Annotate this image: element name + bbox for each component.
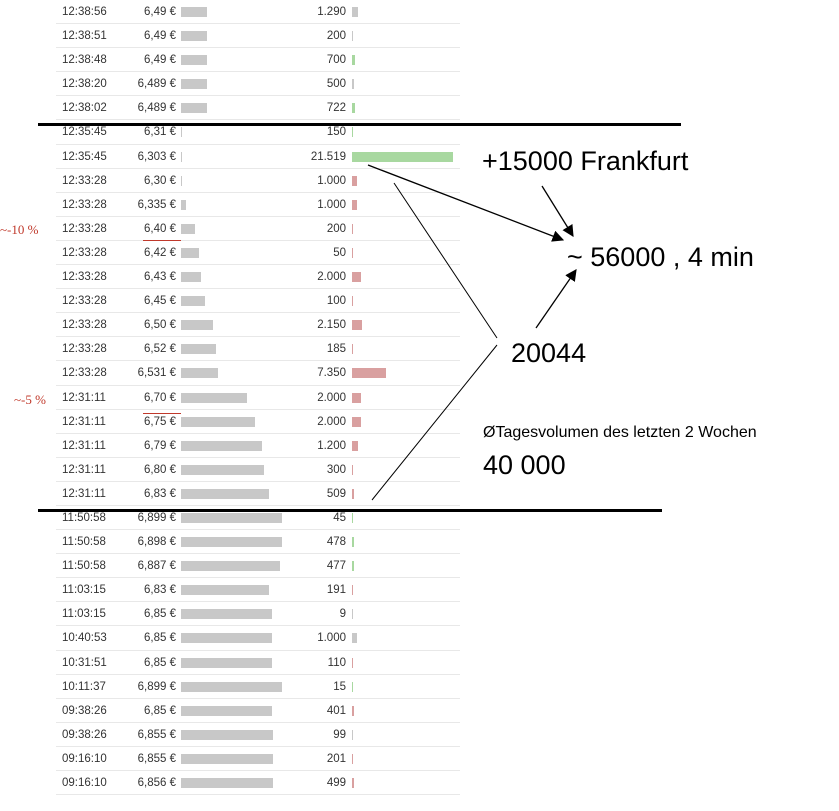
trade-time: 09:16:10 [62,752,107,765]
trade-time: 12:38:02 [62,102,107,115]
trade-time: 11:50:58 [62,511,106,524]
trade-volume: 722 [326,102,346,115]
drop-5-label: ~-5 % [14,392,46,407]
drop-10-label: ~-10 % [0,222,39,237]
trade-price: 6,40 € [144,222,176,235]
trade-volume: 110 [327,656,346,669]
trade-volume: 300 [326,463,346,476]
trade-price: 6,83 € [144,584,176,597]
trade-time: 12:33:28 [62,222,107,235]
trade-volume: 100 [326,295,346,308]
trade-time: 12:31:11 [62,439,106,452]
trade-price: 6,489 € [137,102,176,115]
trade-price: 6,49 € [144,54,176,67]
trade-price: 6,489 € [137,78,176,91]
trade-price: 6,303 € [137,150,176,163]
trade-time: 12:38:48 [62,54,107,67]
trade-price: 6,335 € [137,198,176,211]
trade-time: 12:38:56 [62,6,107,18]
trade-time: 12:33:28 [62,246,107,259]
trade-volume: 191 [326,584,346,597]
trade-volume: 21.519 [310,150,346,163]
trade-time: 12:31:11 [62,391,106,404]
arrow-to-total-from-sum [536,270,576,328]
sum-annotation: 20044 [511,338,587,368]
trade-volume: 1.000 [317,174,346,187]
trade-time: 12:35:45 [62,126,107,139]
trade-volume: 50 [333,246,346,259]
trade-volume: 478 [326,536,346,549]
trade-price: 6,43 € [144,271,176,284]
trade-time: 12:33:28 [62,271,107,284]
trade-volume: 500 [326,78,346,91]
trade-time: 09:38:26 [62,704,107,717]
trade-volume: 2.000 [317,391,346,404]
total-volume-annotation: ~ 56000 , 4 min [567,242,754,272]
trade-time: 12:31:11 [62,487,106,500]
trade-price: 6,855 € [137,728,176,741]
trade-time: 12:33:28 [62,198,107,211]
trade-time: 12:35:45 [62,150,107,163]
trade-time: 12:31:11 [62,415,106,428]
trade-price: 6,49 € [144,6,176,18]
trade-price: 6,42 € [144,246,176,259]
trade-volume: 1.200 [317,439,346,452]
trade-price: 6,49 € [144,30,176,43]
trade-time: 11:50:58 [62,536,106,549]
average-volume-value: 40 000 [483,450,566,480]
trade-volume: 99 [333,728,346,741]
trade-price: 6,70 € [144,391,176,404]
trade-time: 12:33:28 [62,174,107,187]
trade-price: 6,85 € [144,704,176,717]
trade-volume: 200 [326,30,346,43]
trade-volume: 185 [326,343,346,356]
trade-volume: 1.000 [317,632,346,645]
trade-volume: 1.290 [317,6,346,18]
trade-price: 6,899 € [137,511,176,524]
trade-price: 6,887 € [137,560,176,573]
trade-time: 09:38:26 [62,728,107,741]
trade-volume: 509 [326,487,346,500]
trade-volume: 401 [326,704,346,717]
line-sum-to-top-trade [394,183,497,338]
trade-volume: 2.000 [317,271,346,284]
trade-time: 11:03:15 [62,584,106,597]
trade-time: 12:38:20 [62,78,107,91]
trade-volume: 700 [326,54,346,67]
trade-price: 6,85 € [144,656,176,669]
trade-time: 12:38:51 [62,30,107,43]
trade-volume: 200 [326,222,346,235]
trade-time: 12:33:28 [62,319,107,332]
trade-time: 12:33:28 [62,343,107,356]
trade-volume: 2.150 [317,319,346,332]
trade-volume: 9 [339,608,346,621]
trade-price: 6,30 € [144,174,176,187]
trade-price: 6,85 € [144,608,176,621]
trade-time: 11:50:58 [62,560,106,573]
line-sum-to-bottom-trade [372,345,497,500]
trade-volume: 7.350 [317,367,346,380]
trade-volume: 201 [326,752,346,765]
frankfurt-annotation: +15000 Frankfurt [482,146,689,176]
trade-price: 6,855 € [137,752,176,765]
trade-price: 6,52 € [144,343,176,356]
arrow-to-total-from-trade [368,165,563,240]
trade-volume: 499 [326,777,346,789]
average-volume-label: ØTagesvolumen des letzten 2 Wochen [483,424,757,441]
trade-price: 6,83 € [144,487,176,500]
trade-time: 10:11:37 [62,680,106,693]
trade-price: 6,79 € [144,439,176,452]
trade-volume: 477 [326,560,346,573]
trade-volume: 2.000 [317,415,346,428]
trade-price: 6,531 € [137,367,176,380]
trade-time: 12:33:28 [62,367,107,380]
trade-price: 6,45 € [144,295,176,308]
trade-volume: 15 [333,680,346,693]
trade-time: 10:31:51 [62,656,107,669]
trade-time: 12:33:28 [62,295,107,308]
trade-volume: 150 [326,126,346,139]
trade-time: 12:31:11 [62,463,106,476]
trade-price: 6,31 € [144,126,176,139]
trade-price: 6,856 € [137,777,176,789]
arrow-to-total-from-frankfurt [542,186,573,236]
trade-price: 6,50 € [144,319,176,332]
trade-time: 09:16:10 [62,777,107,789]
trade-price: 6,899 € [137,680,176,693]
trade-price: 6,80 € [144,463,176,476]
trade-price: 6,85 € [144,632,176,645]
trade-volume: 45 [333,511,346,524]
trade-price: 6,898 € [137,536,176,549]
trade-time: 10:40:53 [62,632,107,645]
trade-time: 11:03:15 [62,608,106,621]
trade-volume: 1.000 [317,198,346,211]
trade-price: 6,75 € [144,415,176,428]
